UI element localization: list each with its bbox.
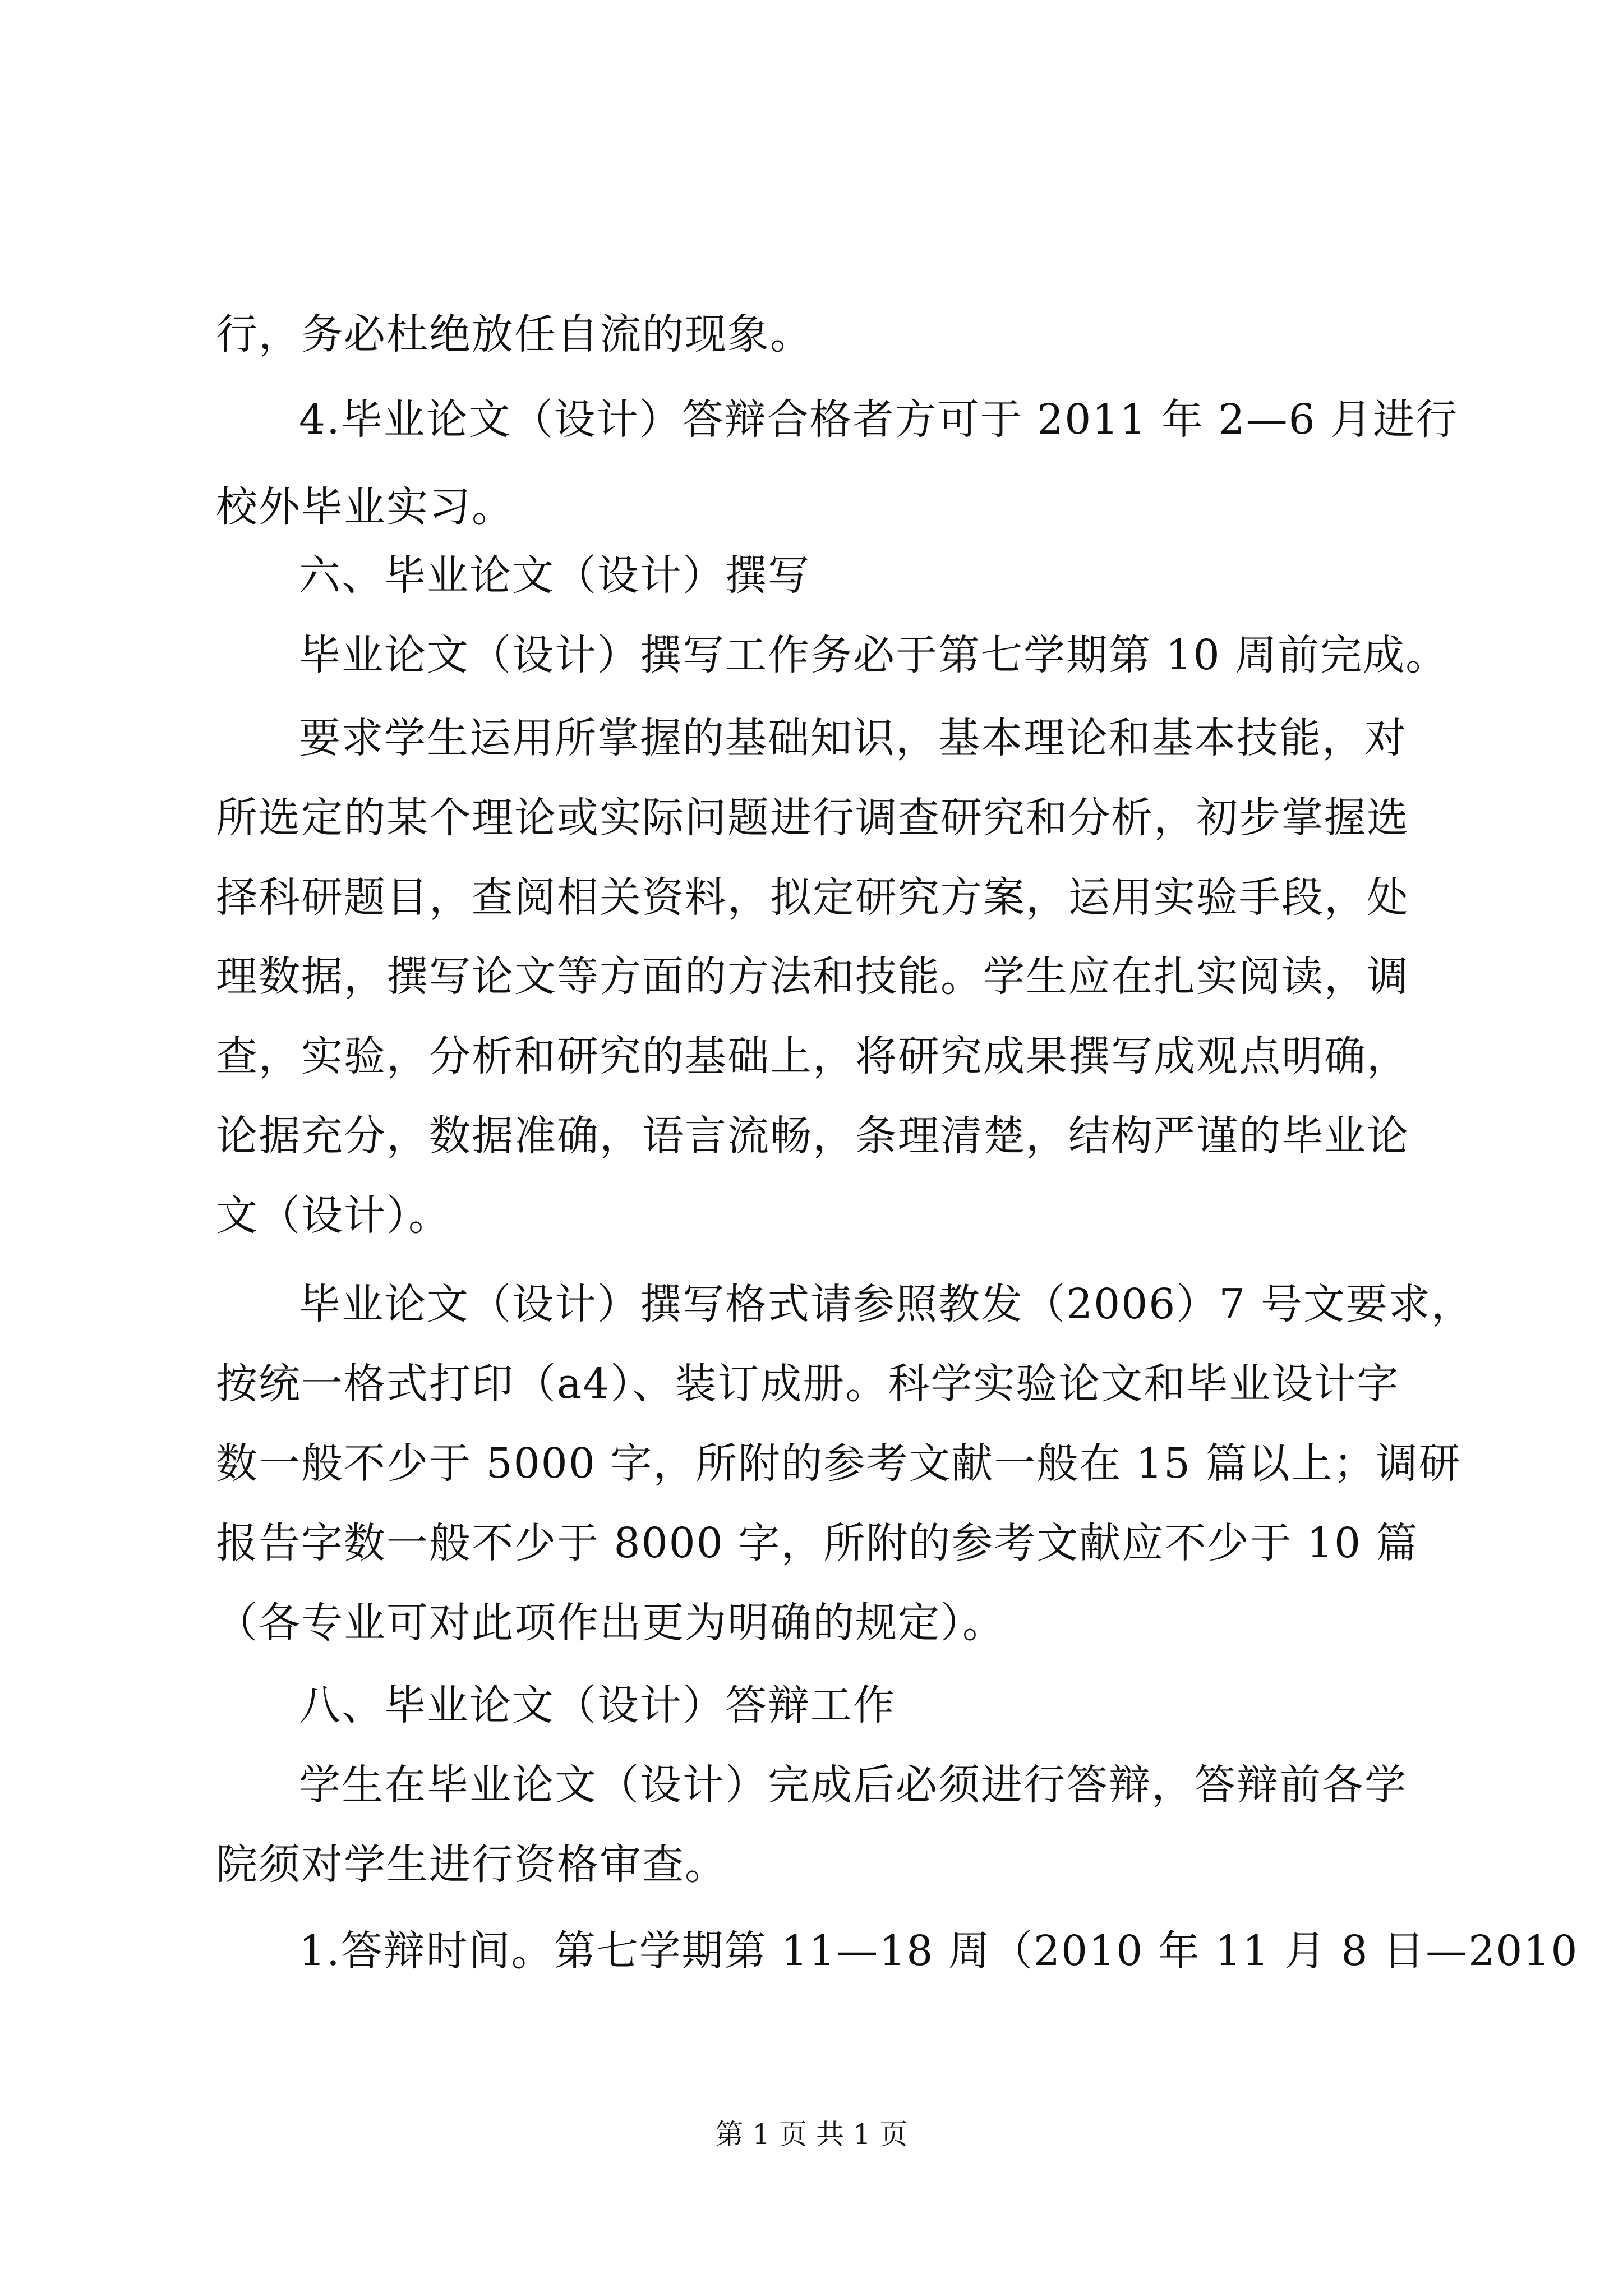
section-heading: 八、毕业论文（设计）答辩工作 xyxy=(299,1681,896,1729)
text-line: 要求学生运用所掌握的基础知识，基本理论和基本技能，对 xyxy=(299,714,1407,762)
text-line: 择科研题目，查阅相关资料，拟定研究方案，运用实验手段，处 xyxy=(216,873,1409,922)
text-line: 1.答辩时间。第七学期第 11—18 周（2010 年 11 月 8 日—2010 xyxy=(299,1927,1579,1975)
text-line: （各专业可对此项作出更为明确的规定）。 xyxy=(216,1599,1005,1647)
page-footer: 第 1 页 共 1 页 xyxy=(715,2118,908,2151)
section-heading: 六、毕业论文（设计）撰写 xyxy=(299,551,810,600)
text-line: 理数据，撰写论文等方面的方法和技能。学生应在扎实阅读，调 xyxy=(216,953,1409,1001)
text-line: 文（设计）。 xyxy=(216,1191,451,1240)
text-line: 毕业论文（设计）撰写工作务必于第七学期第 10 周前完成。 xyxy=(299,631,1449,679)
text-line: 院须对学生进行资格审查。 xyxy=(216,1841,727,1889)
text-line: 报告字数一般不少于 8000 字，所附的参考文献应不少于 10 篇 xyxy=(216,1519,1419,1567)
text-line: 学生在毕业论文（设计）完成后必须进行答辩，答辩前各学 xyxy=(299,1761,1407,1809)
text-line: 4.毕业论文（设计）答辩合格者方可于 2011 年 2—6 月进行 xyxy=(299,395,1459,444)
text-line: 查，实验，分析和研究的基础上，将研究成果撰写成观点明确， xyxy=(216,1032,1409,1080)
text-line: 数一般不少于 5000 字，所附的参考文献一般在 15 篇以上；调研 xyxy=(216,1439,1461,1488)
text-line: 按统一格式打印（a4）、装订成册。科学实验论文和毕业设计字 xyxy=(216,1360,1400,1408)
text-line: 校外毕业实习。 xyxy=(216,483,514,531)
text-line: 论据充分，数据准确，语言流畅，条理清楚，结构严谨的毕业论 xyxy=(216,1112,1409,1160)
text-line: 所选定的某个理论或实际问题进行调查研究和分析，初步掌握选 xyxy=(216,794,1409,842)
text-line: 行，务必杜绝放任自流的现象。 xyxy=(216,310,813,358)
text-line: 毕业论文（设计）撰写格式请参照教发（2006）7 号文要求， xyxy=(299,1280,1474,1328)
